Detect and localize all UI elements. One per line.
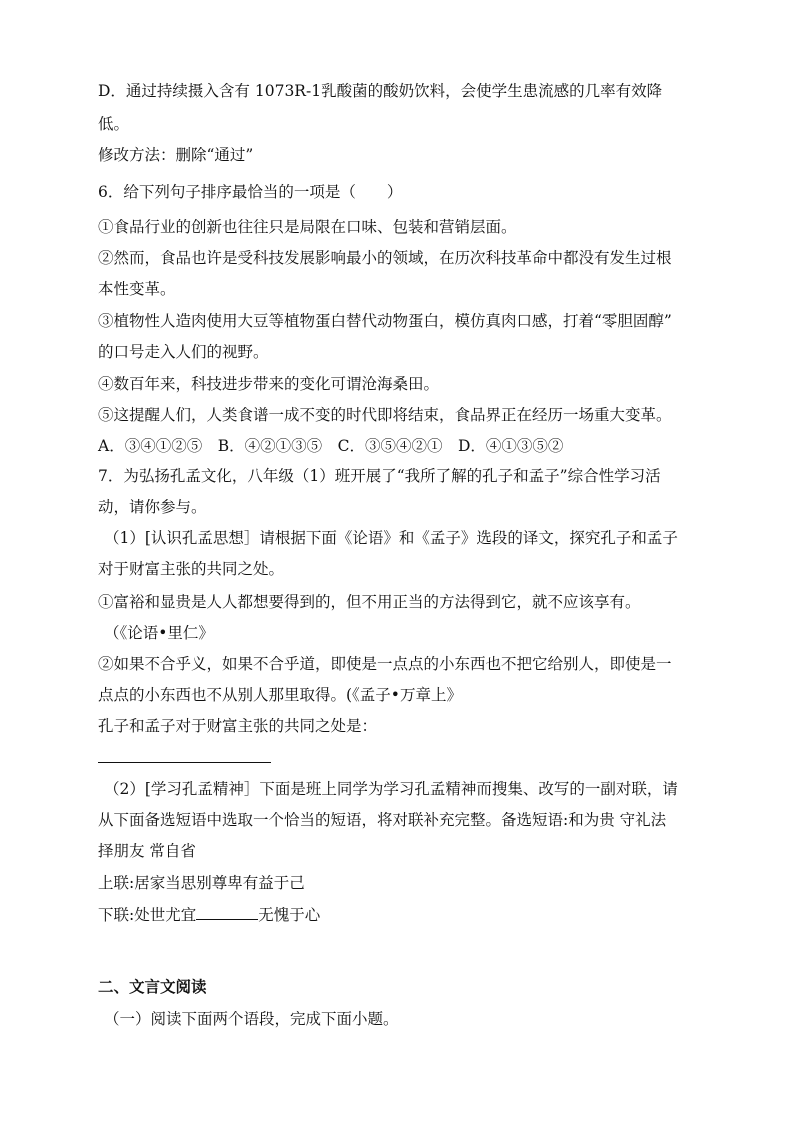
analects-translation: ①富裕和显贵是人人都想要得到的，但不用正当的方法得到它，就不应该享有。	[98, 593, 641, 611]
couplet-lower	[98, 904, 320, 925]
sentence-3-cont: 的口号走入人们的视野。	[98, 343, 269, 361]
common-point-prompt: 孔子和孟子对于财富主张的共同之处是：	[98, 717, 378, 735]
phrase-options: 择朋友 常自省	[98, 842, 196, 860]
sentence-2: ②然而，食品也许是受科技发展影响最小的领域，在历次科技革命中都没有发生过根	[98, 249, 672, 267]
correction-method: 修改方法：删除“通过”	[98, 146, 254, 164]
sentence-4: ④数百年来，科技进步带来的变化可谓沧海桑田。	[98, 375, 440, 393]
reading-instruction: （一）阅读下面两个语段，完成下面小题。	[104, 1010, 399, 1028]
sentence-5: ⑤这提醒人们，人类食谱一成不变的时代即将结束，食品界正在经历一场重大变革。	[98, 406, 672, 424]
subquestion-2: （2）[学习孔孟精神］下面是班上同学为学习孔孟精神而搜集、改写的一副对联，请	[104, 780, 678, 798]
option-d-text: D．通过持续摄入含有 1073R-1乳酸菌的酸奶饮料，会使学生患流感的几率有效降	[98, 82, 663, 100]
sentence-1: ①食品行业的创新也往往只是局限在口味、包装和营销层面。	[98, 218, 517, 236]
analects-source: （《论语•里仁》	[104, 624, 214, 642]
couplet-lower-end: 无愧于心	[258, 906, 321, 924]
question-6-stem: 6．给下列句子排序最恰当的一项是（ ）	[98, 183, 403, 201]
couplet-lower-start: 下联:处世尤宜	[98, 906, 197, 924]
mencius-translation: ②如果不合乎义，如果不合乎道，即使是一点点的小东西也不把它给别人，即使是一	[98, 655, 672, 673]
couplet-blank	[196, 904, 258, 920]
sentence-3: ③植物性人造肉使用大豆等植物蛋白替代动物蛋白，模仿真肉口感，打着“零胆固醇”	[98, 312, 672, 330]
subquestion-1-cont: 对于财富主张的共同之处。	[98, 560, 285, 578]
question-7-stem-cont: 动，请你参与。	[98, 498, 207, 516]
subquestion-1: （1）[认识孔孟思想］请根据下面《论语》和《孟子》选段的译文，探究孔子和孟子	[104, 529, 678, 547]
option-d-text-cont: 低。	[98, 115, 130, 133]
sentence-2-cont: 本性变革。	[98, 280, 176, 298]
question-7-stem: 7．为弘扬孔孟文化，八年级（1）班开展了“我所了解的孔子和孟子”综合性学习活	[98, 467, 661, 485]
answer-line	[98, 762, 271, 763]
subquestion-2-cont: 从下面备选短语中选取一个恰当的短语，将对联补充完整。备选短语:和为贵 守礼法	[98, 811, 667, 829]
couplet-upper: 上联:居家当思别尊卑有益于己	[98, 874, 305, 892]
mencius-translation-cont: 点点的小东西也不从别人那里取得。(《孟子•万章上》	[98, 686, 462, 704]
section-heading: 二、文言文阅读	[98, 977, 207, 996]
question-6-options: A．③④①②⑤ B．④②①③⑤ C．③⑤④②① D．④①③⑤②	[98, 437, 564, 455]
